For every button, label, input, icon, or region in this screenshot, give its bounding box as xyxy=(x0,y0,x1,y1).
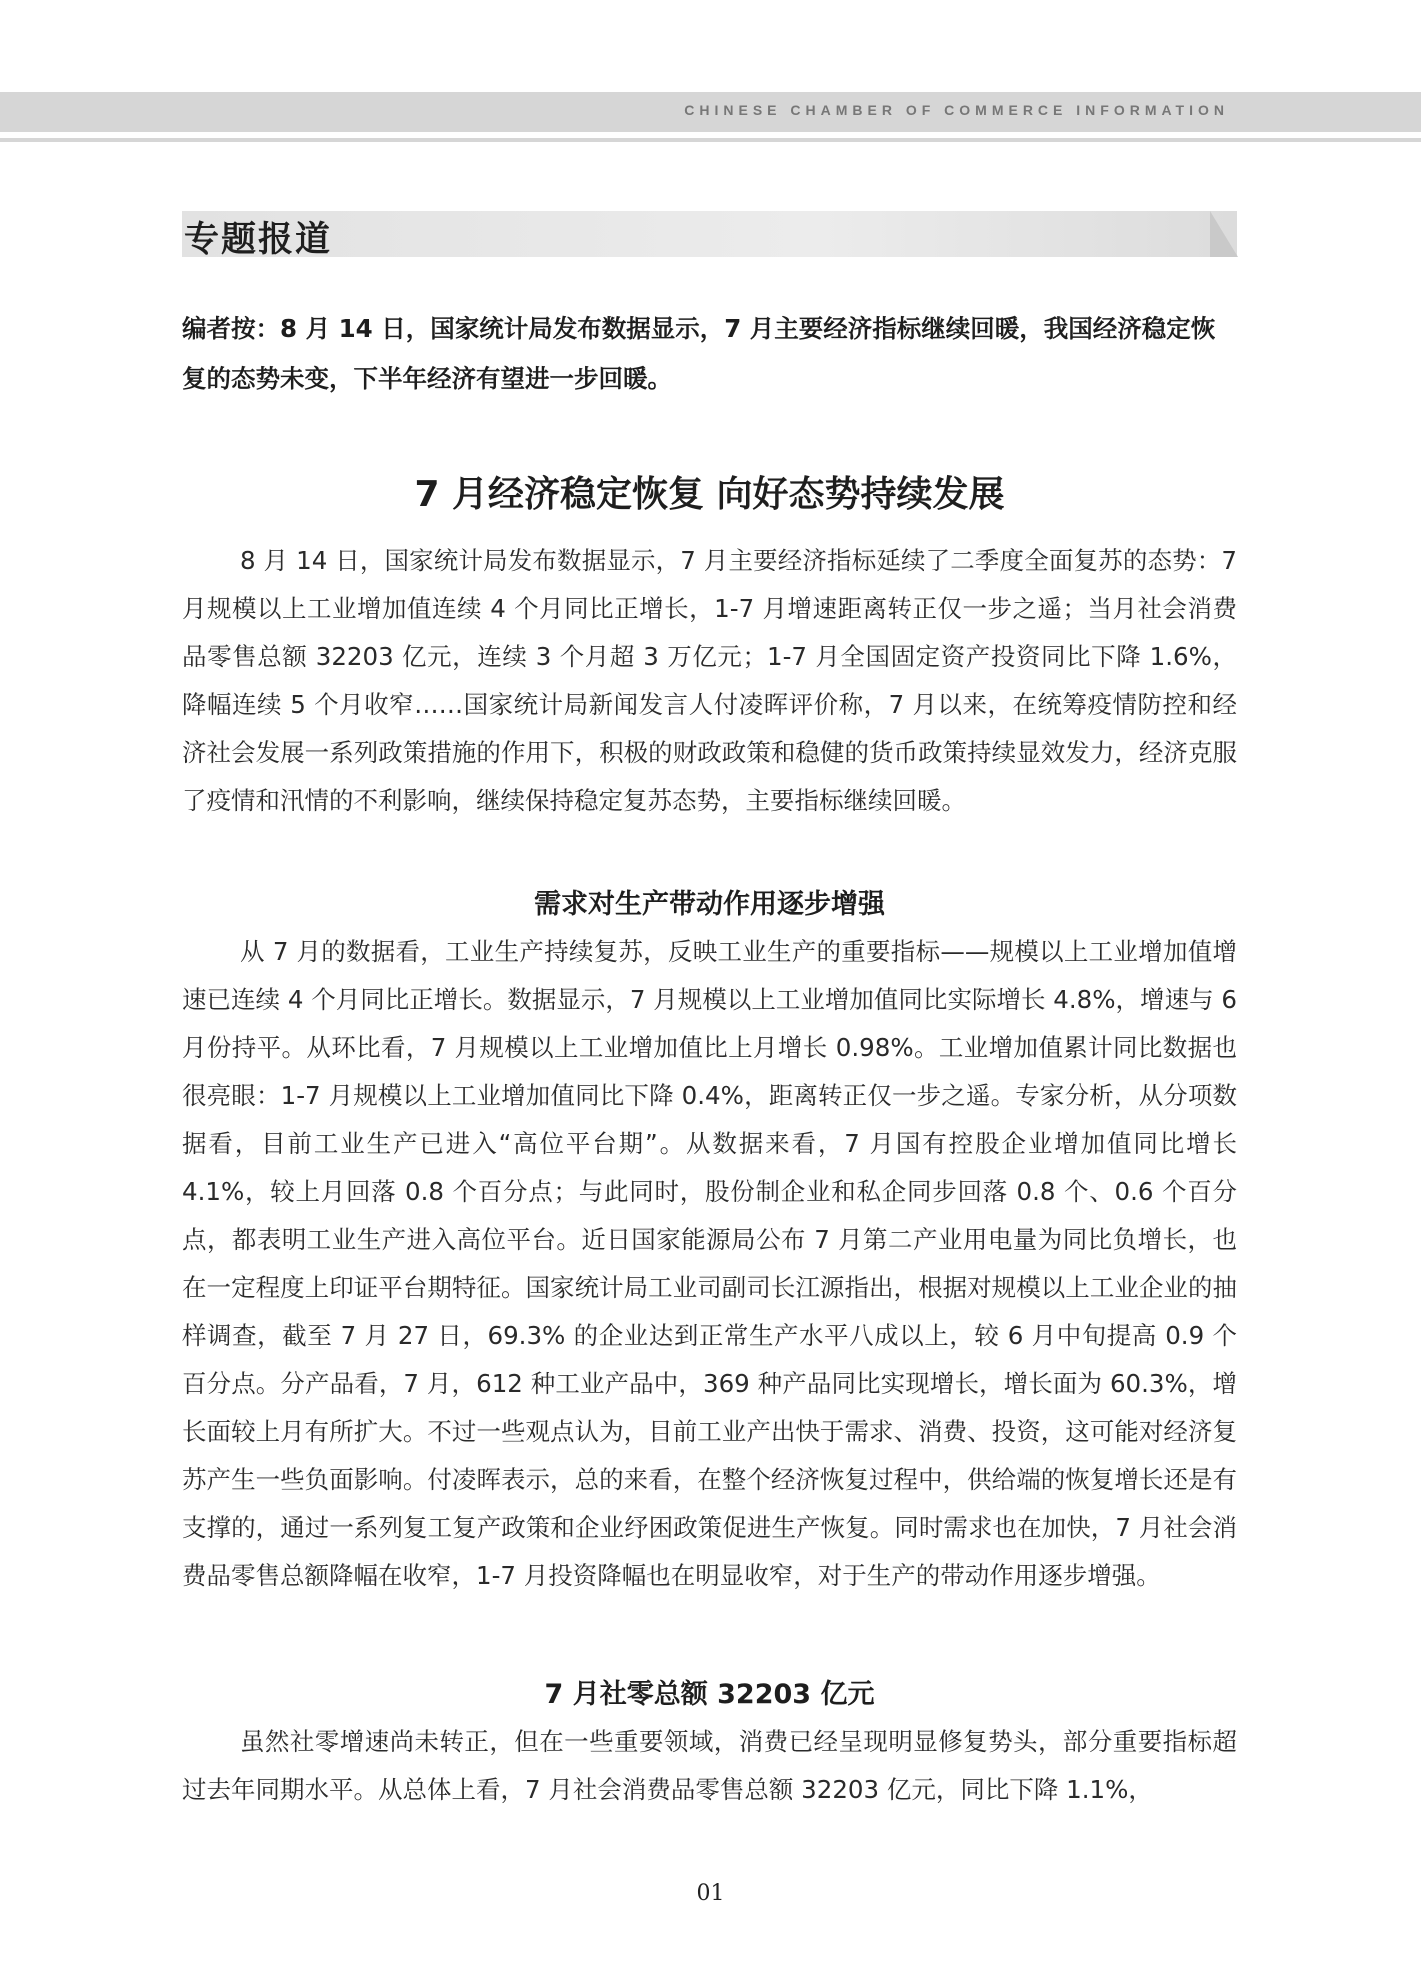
section1-heading: 需求对生产带动作用逐步增强 xyxy=(534,889,885,920)
editor-note: 编者按：8 月 14 日，国家统计局发布数据显示，7 月主要经济指标继续回暖，我国经济稳定恢复的态势未变，下半年经济有望进一步回暖。 xyxy=(182,314,1216,393)
section1-paragraph: 从 7 月的数据看，工业生产持续复苏，反映工业生产的重要指标——规模以上工业增加值增速已连续 4 个月同比正增长。数据显示，7 月规模以上工业增加值同比实际增长 4.8%，增速与 6 月份持平。从环比看，7 月规模以上工业增加值比上月增长 0.98%。工业增加值累计同比数据也很亮眼：1-7 月规模以上工业增加值同比下降 0.4%，距离转正仅一步之遥。专家分析，从分项数据看，目前工业生产已进入“高位平台期”。从数据来看，7 月国有控股企业增加值同比增长 4.1%，较上月回落 0.8 个百分点；与此同时，股份制企业和私企同步回落 0.8 个、0.6 个百分点，都表明工业生产进入高位平台。近日国家能源局公布 7 月第二产业用电量为同比负增长，也在一定程度上印证平台期特征。国家统计局工业司副司长江源指出，根据对规模以上工业企业的抽样调查，截至 7 月 27 日，69.3% 的企业达到正常生产水平八成以上，较 6 月中旬提高 0.9 个百分点。分产品看，7 月，612 种工业产品中，369 种产品同比实现增长，增长面为 60.3%，增长面较上月有所扩大。不过一些观点认为，目前工业产出快于需求、消费、投资，这可能对经济复苏产生一些负面影响。付凌晖表示，总的来看，在整个经济恢复过程中，供给端的恢复增长还是有支撑的，通过一系列复工复产政策和企业纾困政策促进生产恢复。同时需求也在加快，7 月社会消费品零售总额降幅在收窄，1-7 月投资降幅也在明显收窄，对于生产的带动作用逐步增强。 xyxy=(182,937,1237,1590)
section-banner xyxy=(182,211,1237,257)
article-title: 7 月经济稳定恢复 向好态势持续发展 xyxy=(414,474,1005,515)
section2-paragraph: 虽然社零增速尚未转正，但在一些重要领域，消费已经呈现明显修复势头，部分重要指标超过去年同期水平。从总体上看，7 月社会消费品零售总额 32203 亿元，同比下降 1.1%， xyxy=(182,1727,1237,1804)
page-number: 01 xyxy=(696,1881,725,1906)
article-intro-paragraph: 8 月 14 日，国家统计局发布数据显示，7 月主要经济指标延续了二季度全面复苏的态势：7 月规模以上工业增加值连续 4 个月同比正增长，1-7 月增速距离转正仅一步之遥；当月社会消费品零售总额 32203 亿元，连续 3 个月超 3 万亿元；1-7 月全国固定资产投资同比下降 1.6%，降幅连续 5 个月收窄……国家统计局新闻发言人付凌晖评价称，7 月以来，在统筹疫情防控和经济社会发展一系列政策措施的作用下，积极的财政政策和稳健的货币政策持续显效发力，经济克服了疫情和汛情的不利影响，继续保持稳定复苏态势，主要指标继续回暖。 xyxy=(182,546,1237,815)
header-divider xyxy=(0,138,1421,142)
section2-heading: 7 月社零总额 32203 亿元 xyxy=(544,1679,875,1710)
section-title: 专题报道 xyxy=(184,219,333,260)
publication-name: CHINESE CHAMBER OF COMMERCE INFORMATION xyxy=(684,102,1229,118)
